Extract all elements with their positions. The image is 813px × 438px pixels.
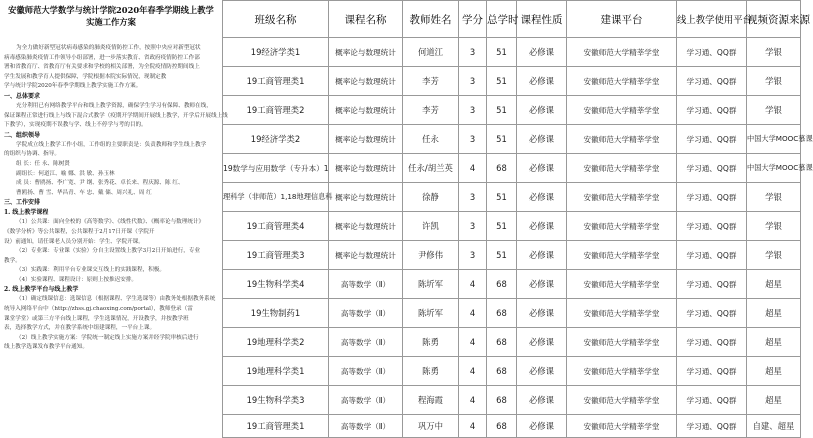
section-line: （1）公共课：面向全校的《高等数学》、《线性代数》、《概率论与数理统计》 — [16, 219, 205, 226]
cell-platform: 安徽师范大学精莘学堂 — [567, 386, 677, 415]
cell-platform: 安徽师范大学精莘学堂 — [567, 154, 677, 183]
table-row — [223, 386, 801, 415]
cell-online-platform: 学习通、QQ群 — [677, 299, 747, 328]
cell-video-source: 超星 — [747, 357, 801, 386]
cell-course: 概率论与数理统计 — [329, 67, 403, 96]
cell-video-source: 超星 — [747, 270, 801, 299]
cell-teacher: 巩万中 — [403, 415, 459, 438]
member-line: 成 员：曹鸥扬、李广宽、尹 纲、张秀花、卓长来、程庆源、陈 红、 — [16, 180, 184, 187]
cell-course: 高等数学（Ⅱ） — [329, 299, 403, 328]
cell-online-platform: 学习通、QQ群 — [677, 415, 747, 438]
cell-course: 概率论与数理统计 — [329, 154, 403, 183]
cell-course: 概率论与数理统计 — [329, 183, 403, 212]
cell-hours: 68 — [487, 386, 517, 415]
table-row — [223, 67, 801, 96]
cell-class: 理科学（非师范）1,18地理信息科 — [223, 183, 329, 212]
section-line: （2）线上教学实施方案：学院统一制定线上实施方案并经学院审核后进行 — [16, 334, 199, 341]
cell-online-platform: 学习通、QQ群 — [677, 270, 747, 299]
cell-class: 19工商管理类4 — [223, 212, 329, 241]
section-line: 教学。 — [4, 257, 21, 264]
cell-online-platform: 学习通、QQ群 — [677, 154, 747, 183]
cell-teacher: 李芳 — [403, 96, 459, 125]
subsection-heading: 2. 线上教学平台与线上教学 — [4, 286, 79, 294]
cell-course-type: 必修课 — [517, 270, 567, 299]
cell-video-source: 中国大学MOOC慕课 — [747, 154, 801, 183]
cell-video-source: 学银 — [747, 212, 801, 241]
table-body — [223, 38, 813, 438]
subsection-heading: 1. 线上教学课程 — [4, 209, 49, 217]
cell-course-type: 必修课 — [517, 125, 567, 154]
cell-teacher: 李芳 — [403, 67, 459, 96]
cell-online-platform: 学习通、QQ群 — [677, 67, 747, 96]
cell-course: 高等数学（Ⅱ） — [329, 328, 403, 357]
table-row — [223, 299, 801, 328]
table-row — [223, 328, 801, 357]
cell-class: 19地理科学类2 — [223, 328, 329, 357]
cell-teacher: 程海霞 — [403, 386, 459, 415]
cell-video-source: 学银 — [747, 67, 801, 96]
cell-hours: 68 — [487, 154, 517, 183]
cell-online-platform: 学习通、QQ群 — [677, 328, 747, 357]
table-row — [223, 357, 801, 386]
section-line: 学院成立线上教学工作小组，工作组的主要职责是：负责教师和学生线上教学 — [16, 141, 207, 148]
cell-platform: 安徽师范大学精莘学堂 — [567, 67, 677, 96]
table-row — [223, 212, 801, 241]
cell-credits: 3 — [459, 125, 487, 154]
cell-course: 高等数学（Ⅱ） — [329, 386, 403, 415]
table-row — [223, 270, 801, 299]
cell-online-platform: 学习通、QQ群 — [677, 125, 747, 154]
table-row — [223, 241, 801, 270]
section-heading: 一、总体要求 — [4, 92, 41, 100]
cell-class: 19工商管理类2 — [223, 96, 329, 125]
cell-credits: 3 — [459, 241, 487, 270]
cell-hours: 51 — [487, 38, 517, 67]
cell-video-source: 学银 — [747, 241, 801, 270]
cell-credits: 4 — [459, 415, 487, 438]
cell-platform: 安徽师范大学精莘学堂 — [567, 212, 677, 241]
cell-class: 19地理科学类1 — [223, 357, 329, 386]
section-heading: 三、工作安排 — [4, 199, 41, 207]
cell-course-type: 必修课 — [517, 241, 567, 270]
course-schedule-table — [222, 0, 813, 438]
cell-course: 概率论与数理统计 — [329, 212, 403, 241]
cell-course-type: 必修课 — [517, 38, 567, 67]
cell-video-source: 中国大学MOOC慕课 — [747, 125, 801, 154]
section-line: （1）确定线课信息：选课信息（根据课程、学生选课等）由教务处根据教务系统 — [16, 296, 216, 303]
cell-credits: 4 — [459, 386, 487, 415]
section-line: （3）实践课：利用平台专业课交互线上的实践课程，积极。 — [16, 267, 165, 274]
cell-class: 19生物科学类3 — [223, 386, 329, 415]
cell-teacher: 何道江 — [403, 38, 459, 67]
cell-class: 19经济学类2 — [223, 125, 329, 154]
cell-course-type: 必修课 — [517, 154, 567, 183]
section-line: 设）前通知，请任课老人员分别开始：学生、学院开课。 — [4, 238, 144, 245]
cell-platform: 安徽师范大学精莘学堂 — [567, 96, 677, 125]
column-header-class: 班级名称 — [223, 1, 329, 38]
cell-class: 19工商管理类1 — [223, 415, 329, 438]
cell-online-platform: 学习通、QQ群 — [677, 241, 747, 270]
cell-teacher: 徐静 — [403, 183, 459, 212]
column-header-course: 课程名称 — [329, 1, 403, 38]
cell-credits: 4 — [459, 299, 487, 328]
cell-class: 19工商管理类1 — [223, 67, 329, 96]
cell-hours: 51 — [487, 183, 517, 212]
cell-hours: 68 — [487, 299, 517, 328]
cell-hours: 51 — [487, 212, 517, 241]
cell-course: 概率论与数理统计 — [329, 125, 403, 154]
cell-platform: 安徽师范大学精莘学堂 — [567, 415, 677, 438]
intro-line: 学生发展和教学育人提供保障，学院根据本院实际情况，现制定教 — [4, 73, 167, 80]
section-line: 下教学），实现疫期不误教与学、线上不停学与考的目的。 — [4, 122, 147, 129]
cell-online-platform: 学习通、QQ群 — [677, 212, 747, 241]
section-line: 课堂学堂）或第三方平台线上课程，学生选课情况，开设教学，并按教学班 — [4, 315, 189, 322]
cell-course-type: 必修课 — [517, 212, 567, 241]
column-header-hours: 总学时 — [487, 1, 517, 38]
section-line: 表，选择教学方式，并在教学系统中组建课程，一平台上课。 — [4, 325, 156, 332]
intro-line: 病毒感染肺炎疫情工作领导小组部署，进一步落实教育、省政府疫情防控工作部 — [4, 54, 200, 61]
member-line: 组 长：任 永、陈树贤 — [16, 160, 70, 167]
cell-course-type: 必修课 — [517, 386, 567, 415]
cell-video-source: 超星 — [747, 299, 801, 328]
section-line: 《数学分析》等公共课程，公共课程于2月17日开课（学院开 — [4, 228, 155, 235]
section-heading: 二、组织领导 — [4, 131, 41, 139]
section-line: 保证课程正常进行线上与线下混合式教学（疫期开学期间开展线上教学，开学后开展线上线 — [4, 112, 228, 119]
cell-platform: 安徽师范大学精莘学堂 — [567, 299, 677, 328]
section-line: 线上教学选课发布教学平台通知。 — [4, 344, 88, 351]
section-line: （4）实验课程、课程设计：原则上按推迟安排。 — [16, 276, 138, 283]
cell-hours: 51 — [487, 67, 517, 96]
cell-online-platform: 学习通、QQ群 — [677, 386, 747, 415]
cell-teacher: 尹修伟 — [403, 241, 459, 270]
column-header-online-platform: 线上教学使用平台 — [677, 1, 747, 38]
cell-course-type: 必修课 — [517, 357, 567, 386]
cell-class: 19数学与应用数学（专升本）1 — [223, 154, 329, 183]
column-header-platform: 建课平台 — [567, 1, 677, 38]
intro-line: 署和省教育厅、省教育厅有关要求和学校的相关部署，为全院疫情防控期间线上 — [4, 64, 200, 71]
cell-online-platform: 学习通、QQ群 — [677, 183, 747, 212]
table-header-row — [223, 1, 801, 38]
cell-credits: 4 — [459, 270, 487, 299]
cell-credits: 3 — [459, 67, 487, 96]
cell-teacher: 陈圻军 — [403, 299, 459, 328]
intro-line: 学与统计学院2020年春季学期线上教学实施工作方案。 — [4, 83, 142, 90]
cell-credits: 3 — [459, 183, 487, 212]
cell-course: 高等数学（Ⅱ） — [329, 357, 403, 386]
cell-hours: 68 — [487, 415, 517, 438]
column-header-course-type: 课程性质 — [517, 1, 567, 38]
cell-platform: 安徽师范大学精莘学堂 — [567, 38, 677, 67]
table-row — [223, 125, 801, 154]
section-line: 统导入网络平台中（http://zhss.gj.chaoxing.com/portal），教师登录（雷 — [4, 306, 193, 313]
cell-class: 19生物制药1 — [223, 299, 329, 328]
cell-class: 19生物科学类4 — [223, 270, 329, 299]
column-header-credits: 学分 — [459, 1, 487, 38]
section-line: 充分利用已有网络教学平台和线上教学资源，确保学生学习有保障、教师在线， — [16, 102, 212, 109]
cell-hours: 51 — [487, 96, 517, 125]
cell-platform: 安徽师范大学精莘学堂 — [567, 125, 677, 154]
cell-video-source: 学银 — [747, 96, 801, 125]
cell-video-source: 自建、超星 — [747, 415, 801, 438]
work-plan-document — [0, 0, 228, 400]
cell-credits: 3 — [459, 38, 487, 67]
table-row — [223, 96, 801, 125]
column-header-video-source: 视频资源来源 — [747, 1, 801, 38]
cell-course: 高等数学（Ⅱ） — [329, 415, 403, 438]
cell-online-platform: 学习通、QQ群 — [677, 357, 747, 386]
cell-hours: 68 — [487, 357, 517, 386]
cell-credits: 3 — [459, 96, 487, 125]
cell-platform: 安徽师范大学精莘学堂 — [567, 270, 677, 299]
cell-hours: 51 — [487, 125, 517, 154]
cell-teacher: 许凯 — [403, 212, 459, 241]
table-row — [223, 154, 801, 183]
document-title: 安徽师范大学数学与统计学院2020年春季学期线上教学 — [8, 5, 214, 15]
table-row — [223, 415, 801, 438]
cell-platform: 安徽师范大学精莘学堂 — [567, 241, 677, 270]
cell-class: 19经济学类1 — [223, 38, 329, 67]
cell-teacher: 陈勇 — [403, 328, 459, 357]
cell-course-type: 必修课 — [517, 299, 567, 328]
cell-teacher: 任永/胡兰英 — [403, 154, 459, 183]
cell-course-type: 必修课 — [517, 328, 567, 357]
table-row — [223, 183, 801, 212]
cell-platform: 安徽师范大学精莘学堂 — [567, 183, 677, 212]
cell-platform: 安徽师范大学精莘学堂 — [567, 357, 677, 386]
cell-course-type: 必修课 — [517, 96, 567, 125]
cell-hours: 51 — [487, 241, 517, 270]
cell-online-platform: 学习通、QQ群 — [677, 96, 747, 125]
cell-course: 概率论与数理统计 — [329, 241, 403, 270]
cell-video-source: 学银 — [747, 183, 801, 212]
section-line: （2）专业课：专业课（实验）分自主设置线上教学3月2日开始进行，专业 — [16, 248, 201, 255]
cell-teacher: 任永 — [403, 125, 459, 154]
table-row — [223, 38, 801, 67]
cell-online-platform: 学习通、QQ群 — [677, 38, 747, 67]
cell-teacher: 陈勇 — [403, 357, 459, 386]
cell-course: 概率论与数理统计 — [329, 38, 403, 67]
cell-hours: 68 — [487, 270, 517, 299]
section-line: 的组织与协调、指导。 — [4, 151, 60, 158]
cell-credits: 4 — [459, 328, 487, 357]
cell-course: 概率论与数理统计 — [329, 96, 403, 125]
document-subtitle: 实施工作方案 — [86, 17, 136, 27]
cell-course-type: 必修课 — [517, 183, 567, 212]
cell-video-source: 学银 — [747, 38, 801, 67]
cell-platform: 安徽师范大学精莘学堂 — [567, 328, 677, 357]
cell-video-source: 超星 — [747, 328, 801, 357]
member-line: 曹鸥扬、曹 雪、华昌青、车 忠、戴 储、周兴礼、周 红 — [16, 189, 152, 196]
cell-course: 高等数学（Ⅱ） — [329, 270, 403, 299]
cell-credits: 4 — [459, 154, 487, 183]
cell-course-type: 必修课 — [517, 415, 567, 438]
cell-credits: 3 — [459, 212, 487, 241]
member-line: 副组长：何道江、喻 娜、洪 敏、孙玉林 — [16, 170, 115, 177]
cell-course-type: 必修课 — [517, 67, 567, 96]
cell-credits: 4 — [459, 357, 487, 386]
cell-hours: 68 — [487, 328, 517, 357]
cell-class: 19工商管理类3 — [223, 241, 329, 270]
cell-teacher: 陈圻军 — [403, 270, 459, 299]
column-header-teacher: 教师姓名 — [403, 1, 459, 38]
cell-video-source: 超星 — [747, 386, 801, 415]
intro-line: 为全力做好新型冠状病毒感染的肺炎疫情防控工作，按照中央应对新型冠状 — [16, 45, 201, 51]
